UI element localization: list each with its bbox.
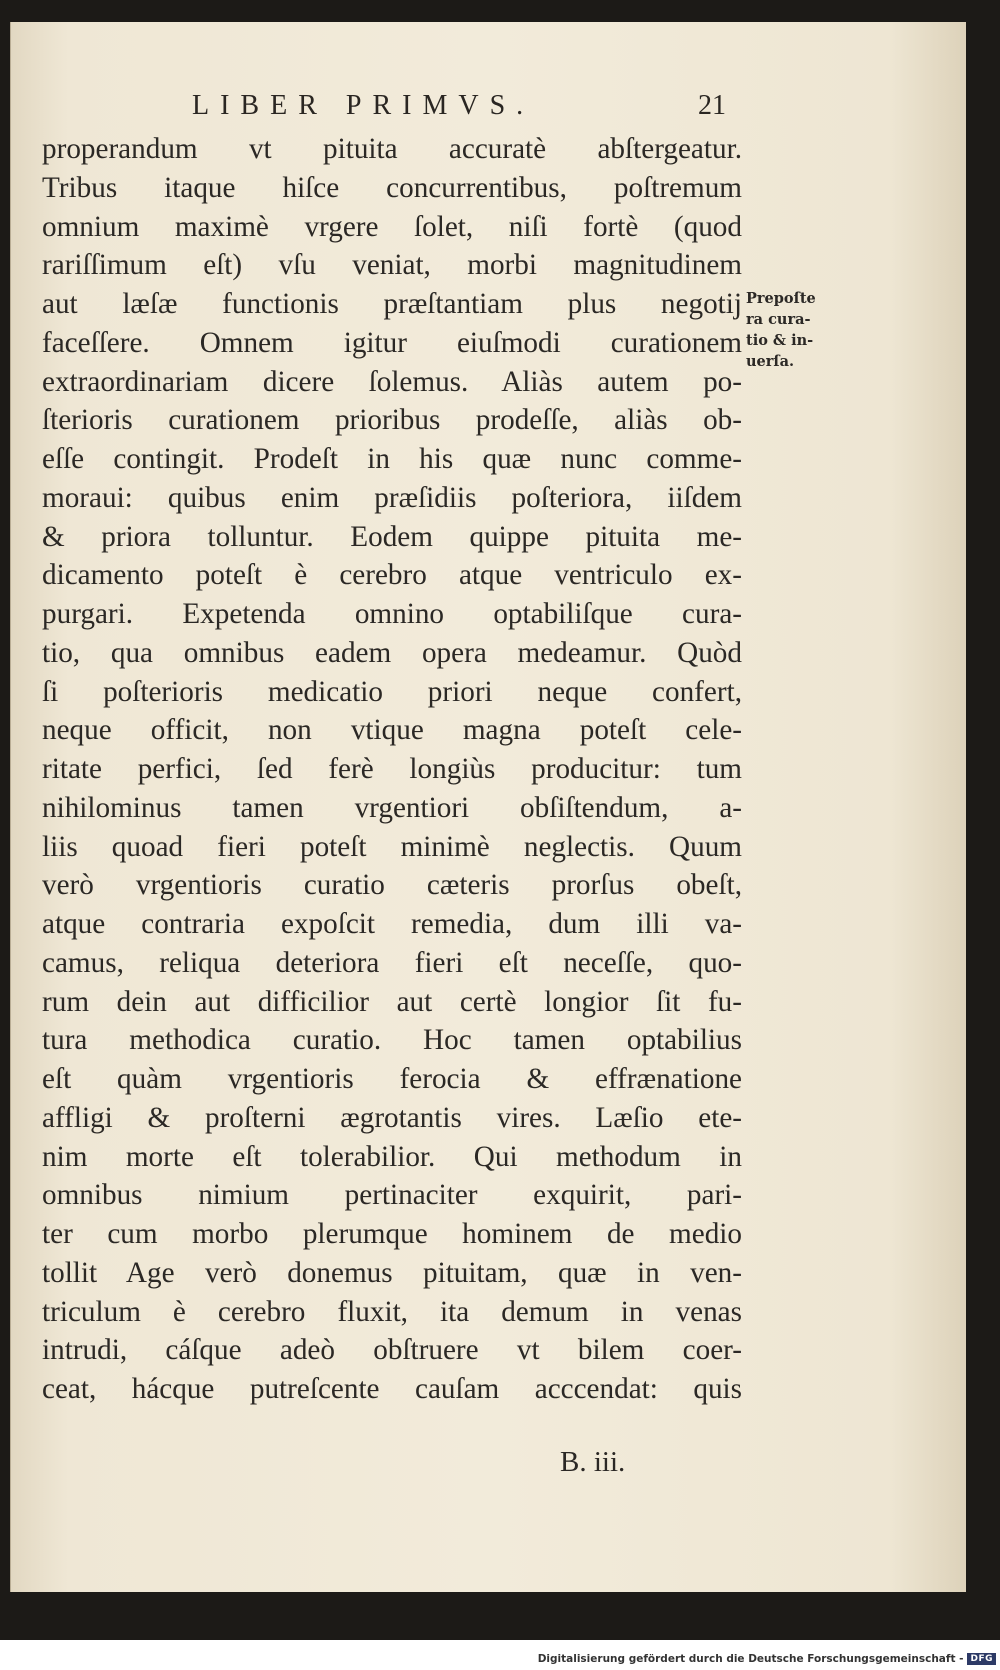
text-line: rum dein aut difficilior aut certè longior ſit fu- (42, 985, 742, 1018)
funding-text: Digitalisierung gefördert durch die Deutsche Forschungsgemeinschaft - (537, 1653, 964, 1665)
dfg-logo: DFG (967, 1653, 996, 1665)
text-line: Tribus itaque hiſce concurrentibus, poſtremum (42, 171, 742, 204)
marginal-note-line: Prepoſte (746, 290, 816, 307)
text-line: ter cum morbo plerumque hominem de medio (42, 1218, 742, 1250)
text-line: atque contraria expoſcit remedia, dum illi va- (42, 908, 742, 940)
running-head (42, 90, 742, 130)
text-line: camus, reliqua deteriora fieri eſt neceſſe, quo- (42, 946, 742, 979)
text-line: ceat, hácque putreſcente cauſam acccendat: quis (42, 1373, 742, 1405)
marginal-note-line: uerſa. (746, 353, 795, 370)
text-line: ſterioris curationem prioribus prodeſſe, aliàs ob- (42, 404, 742, 437)
marginal-note (746, 288, 842, 372)
text-line: tio, qua omnibus eadem opera medeamur. Quòd (42, 636, 742, 669)
marginal-note-line: tio & in- (746, 332, 814, 349)
text-line: tollit Age verò donemus pituitam, quæ in ven- (42, 1256, 742, 1289)
text-line: verò vrgentioris curatio cæteris prorſus obeſt, (42, 869, 742, 902)
text-line: ritate perfici, ſed ferè longiùs producitur: tum (42, 753, 742, 785)
text-line: omnibus nimium pertinaciter exquirit, pari- (42, 1179, 742, 1212)
text-line: affligi & proſterni ægrotantis vires. Læſio ete- (42, 1101, 742, 1134)
text-line: neque officit, non vtique magna poteſt cele- (42, 714, 742, 747)
text-line: triculum è cerebro fluxit, ita demum in venas (42, 1295, 742, 1328)
body-text (42, 130, 742, 1409)
text-line: purgari. Expetenda omnino optabiliſque cura- (42, 598, 742, 630)
text-line: extraordinariam dicere ſolemus. Aliàs autem po- (42, 365, 742, 398)
text-line: dicamento poteſt è cerebro atque ventriculo ex- (42, 559, 742, 592)
text-line: intrudi, cáſque adeò obſtruere vt bilem coer- (42, 1334, 742, 1367)
signature-mark: B. iii. (560, 1446, 626, 1478)
running-head-title: LIBER PRIMVS. (192, 90, 535, 121)
text-line: nihilominus tamen vrgentiori obſiſtendum, a- (42, 791, 742, 824)
text-line: omnium maximè vrgere ſolet, niſi fortè (quod (42, 210, 742, 243)
text-line: liis quoad fieri poteſt minimè neglectis. Quum (42, 830, 742, 863)
text-line: faceſſere. Omnem igitur eiuſmodi curationem (42, 326, 742, 359)
text-line: & priora tolluntur. Eodem quippe pituita me- (42, 520, 742, 553)
text-line: tura methodica curatio. Hoc tamen optabilius (42, 1024, 742, 1057)
text-line: ſi poſterioris medicatio priori neque confert, (42, 675, 742, 708)
text-line: eſt quàm vrgentioris ferocia & effrænatione (42, 1063, 742, 1095)
text-line: aut læſæ functionis præſtantiam plus negotij (42, 288, 742, 320)
text-line: rariſſimum eſt) vſu veniat, morbi magnitudinem (42, 249, 742, 282)
page-number: 21 (698, 90, 726, 121)
text-line: nim morte eſt tolerabilior. Qui methodum in (42, 1140, 742, 1173)
text-line: properandum vt pituita accuratè abſtergeatur. (42, 133, 742, 165)
marginal-note-line: ra cura- (746, 311, 811, 328)
text-line: eſſe contingit. Prodeſt in his quæ nunc comme- (42, 443, 742, 475)
funding-credit (538, 1650, 996, 1668)
text-line: moraui: quibus enim præſidiis poſteriora, iiſdem (42, 481, 742, 514)
